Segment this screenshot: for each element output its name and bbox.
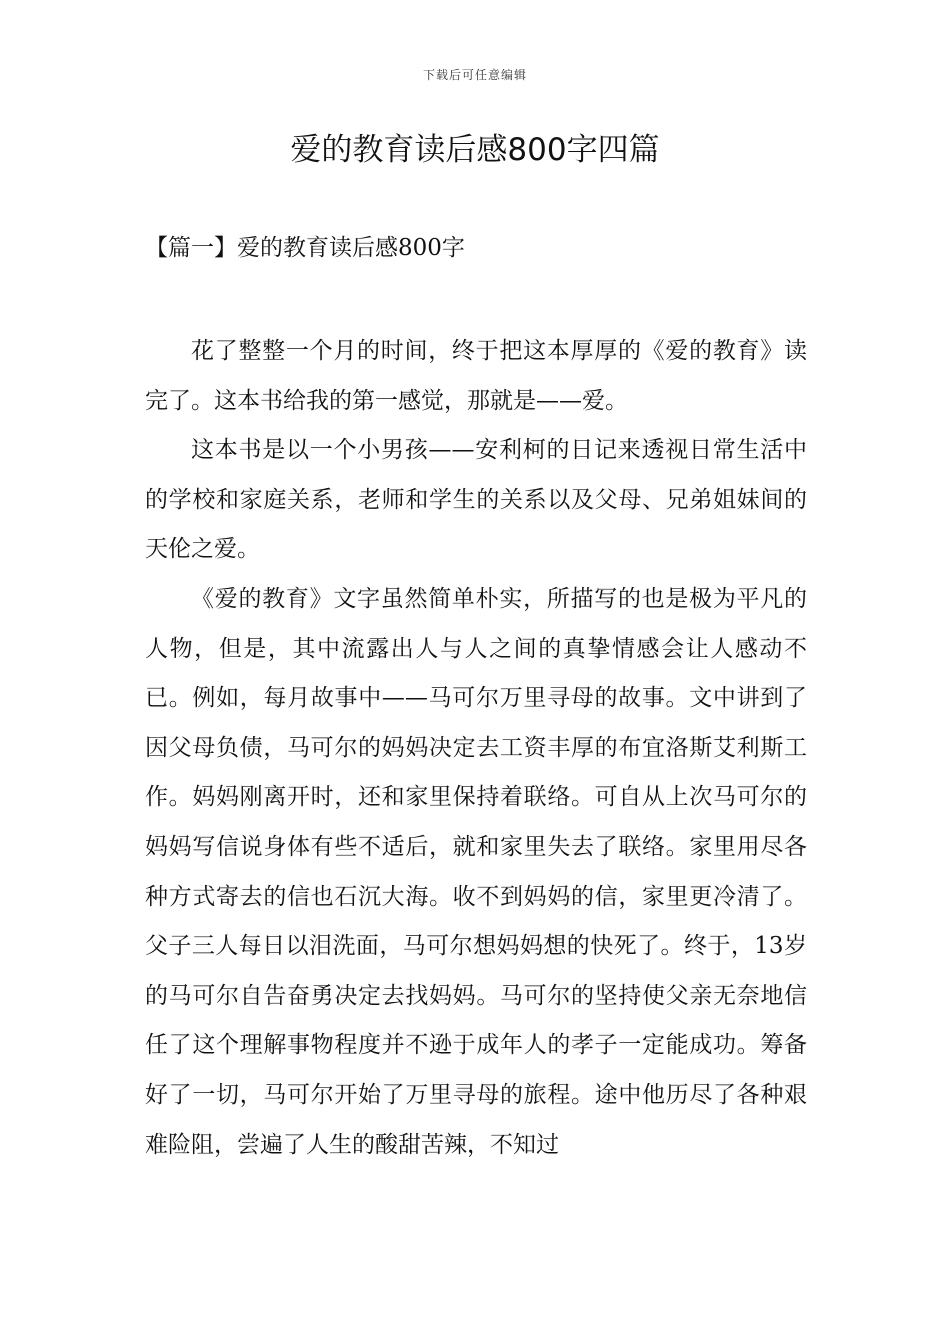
body-text bbox=[145, 327, 807, 1170]
paragraph: 《爱的教育》文字虽然简单朴实，所描写的也是极为平凡的人物，但是，其中流露出人与人之间的真挚情感会让人感动不已。例如，每月故事中——马可尔万里寻母的故事。文中讲到了因父母负债，马可尔的妈妈决定去工资丰厚的布宜洛斯艾利斯工作。妈妈刚离开时，还和家里保持着联络。可自从上次马可尔的妈妈写信说身体有些不适后，就和家里失去了联络。家里用尽各种方式寄去的信也石沉大海。收不到妈妈的信，家里更冷清了。父子三人每日以泪洗面，马可尔想妈妈想的快死了。终于，13岁的马可尔自告奋勇决定去找妈妈。马可尔的坚持使父亲无奈地信任了这个理解事物程度并不逊于成年人的孝子一定能成功。筹备好了一切，马可尔开始了万里寻母的旅程。途中他历尽了各种艰难险阻，尝遍了人生的酸甜苦辣，不知过 bbox=[145, 585, 807, 1158]
paragraph: 这本书是以一个小男孩——安利柯的日记来透视日常生活中的学校和家庭关系，老师和学生的关系以及父母、兄弟姐妹间的天伦之爱。 bbox=[145, 437, 807, 563]
paragraph: 花了整整一个月的时间，终于把这本厚厚的《爱的教育》读完了。这本书给我的第一感觉，那就是——爱。 bbox=[145, 338, 807, 414]
section-heading: 【篇一】爱的教育读后感800字 bbox=[145, 235, 465, 261]
header-note: 下载后可任意编辑 bbox=[422, 68, 527, 82]
document-title: 爱的教育读后感800字四篇 bbox=[290, 132, 660, 168]
